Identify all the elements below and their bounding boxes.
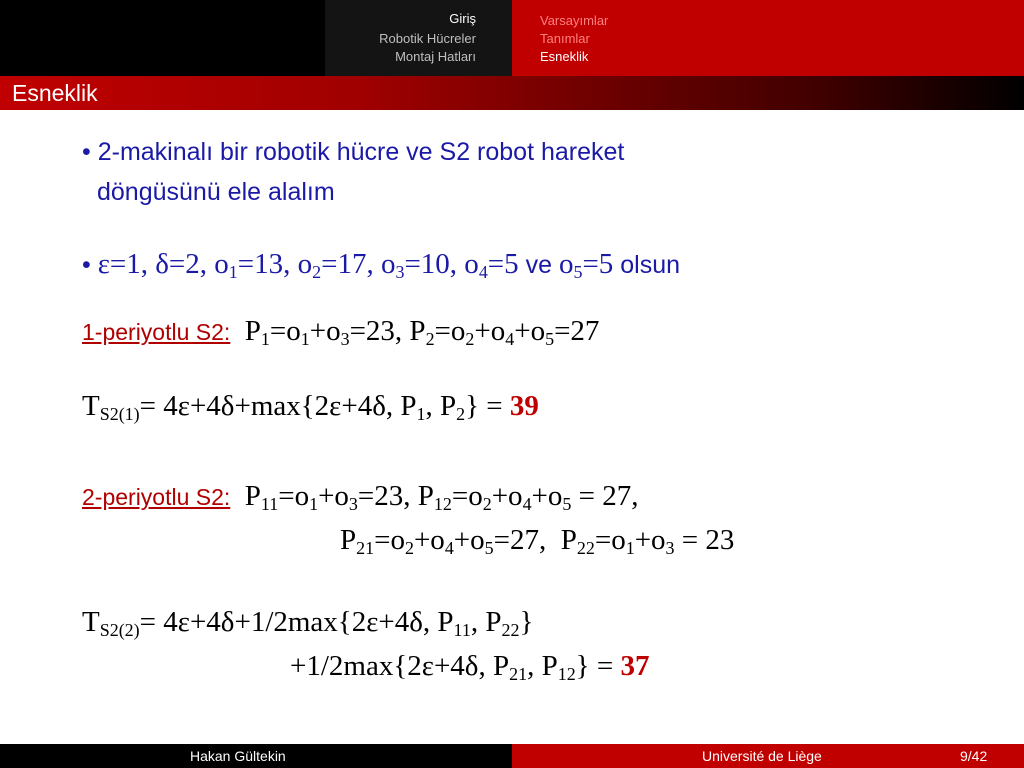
footer-page-number: 9/42 [960,748,988,764]
nav-section-montaj-hatlari[interactable]: Montaj Hatları [395,49,476,64]
subsection-nav [512,0,1024,76]
frame-title-bar [0,76,1024,110]
parameter-o5: $o_5=5$ [558,248,614,283]
navigation-header [0,0,1024,76]
nav-section-giris[interactable]: Giriş [449,11,476,26]
section-nav [0,0,512,76]
bullet-1-line-1 [82,138,624,167]
nav-subsection-esneklik[interactable]: Esneklik [540,49,589,64]
footer-author-panel [0,744,512,768]
t-s2-2-result: 37 [620,650,650,682]
s2-2-period-label: 2-periyotlu S2: [82,484,231,510]
s2-2-period-formula-line-1: $P_{11}=o_1+o_3=23$, $P_{12}=o_2+o_4+o_5 = 27$, [244,480,639,515]
nav-section-robotik-hucreler[interactable]: Robotik Hücreler [379,31,476,46]
footer-author: Hakan Gültekin [190,748,286,764]
footer-institution-panel [512,744,1024,768]
t-s2-1-result: 39 [509,390,539,422]
s2-2-period-formula-line-2: $P_{21}=o_2+o_4+o_5=27$, $P_{22}=o_1+o_3 = 23$ [340,524,735,559]
s2-2-period-row [82,480,639,513]
bullet-1-line-2: döngüsünü ele alalım [97,178,335,206]
s2-1-period-label: 1-periyotlu S2: [82,319,231,345]
bullet-icon: • [82,138,91,166]
footer-institution: Université de Liège [702,748,822,764]
s2-1-period-formula: $P_1=o_1+o_3=23$, $P_2=o_2+o_4+o_5=27$ [244,315,600,350]
bullet-2-parameters [82,248,680,281]
slide-content [0,110,1024,744]
bullet-1-text: 2-makinalı bir robotik hücre ve S2 robot hareket [97,138,625,166]
footer-bar [0,744,1024,768]
nav-subsection-varsayimlar[interactable]: Varsayımlar [540,13,609,28]
word-olsun: olsun [620,251,681,279]
s2-1-period-row [82,315,599,348]
t-s2-1-formula: $T_{S2(1)}= 4\varepsilon+4\delta+\max\{2\varepsilon+4\delta$, $P_1$, $P_2\} = 39$ [82,390,539,425]
nav-subsection-tanimlar[interactable]: Tanımlar [540,31,590,46]
parameters-formula: ε=1, δ=2, $o_1=13$, $o_2=17$, $o_3=10$, $o_4=5$ [97,248,519,283]
word-ve: ve [525,251,553,279]
frame-title: Esneklik [12,80,98,106]
bullet-icon: • [82,251,91,279]
t-s2-2-formula-line-1: $T_{S2(2)}= 4\varepsilon+4\delta+1/2\max\{2\varepsilon+4\delta$, $P_{11}$, $P_{22}$} [82,606,534,641]
t-s2-2-formula-line-2: +1/2max{2ε+4δ, $P_{21}$, $P_{12}\} = 37$ [290,650,650,685]
